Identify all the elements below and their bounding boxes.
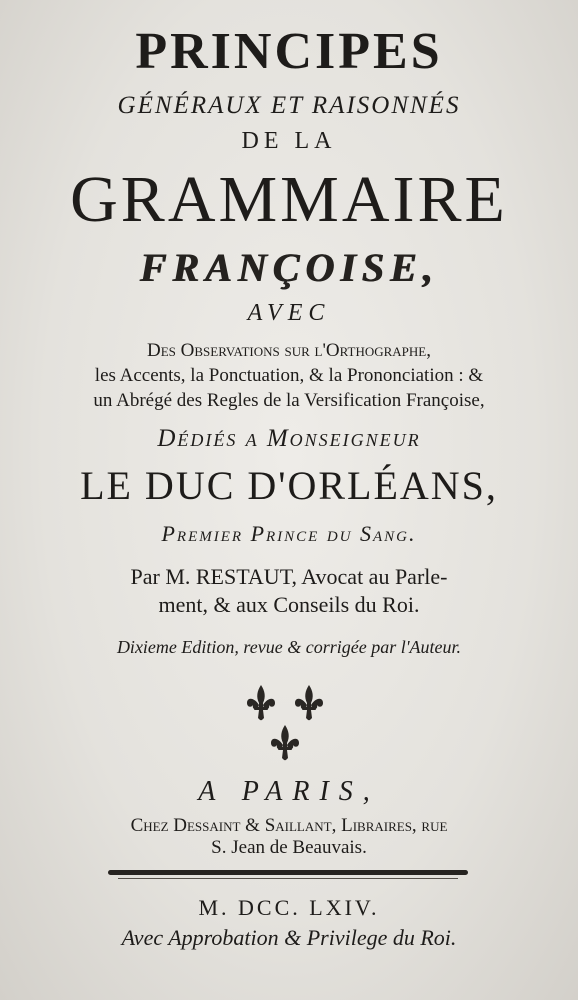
imprint-city: A PARIS,: [198, 776, 380, 807]
author-line-1: Par M. RESTAUT, Avocat au Parle-: [130, 564, 448, 589]
privilege-line: Avec Approbation & Privilege du Roi.: [121, 925, 457, 950]
fleur-de-lis-icon: [268, 723, 302, 763]
fleur-de-lis-icon: [244, 683, 278, 723]
observations-line-3: un Abrégé des Regles de la Versification Françoise,: [93, 390, 485, 411]
observations-line-2: les Accents, la Ponctuation, & la Prononciation : &: [94, 365, 484, 386]
title-generaux-et-raisonnes: GÉNÉRAUX ET RAISONNÉS: [117, 92, 461, 119]
title-francoise: FRANÇOISE,: [139, 245, 439, 290]
duke-name: LE DUC D'ORLÉANS,: [80, 463, 498, 508]
author-line-2: ment, & aux Conseils du Roi.: [158, 592, 420, 617]
title-principes: PRINCIPES: [135, 23, 443, 80]
fleur-de-lis-icon: [292, 683, 326, 723]
title-avec: AVEC: [247, 300, 331, 326]
divider-rule: [108, 870, 468, 875]
observations-line-1: Des Observations sur l'Orthographe,: [146, 340, 431, 361]
imprint-year: M. DCC. LXIV.: [198, 895, 380, 920]
edition-note: Dixieme Edition, revue & corrigée par l'Auteur.: [116, 637, 462, 657]
prince-title: Premier Prince du Sang.: [161, 521, 417, 546]
title-de-la: DE LA: [241, 128, 337, 154]
publisher-line-2: S. Jean de Beauvais.: [211, 837, 367, 858]
title-grammaire: GRAMMAIRE: [70, 163, 508, 236]
dedication-line: Dédiés a Monseigneur: [157, 425, 421, 452]
publisher-line-1: Chez Dessaint & Saillant, Libraires, rue: [130, 815, 448, 836]
divider-rule-thin: [118, 878, 458, 879]
